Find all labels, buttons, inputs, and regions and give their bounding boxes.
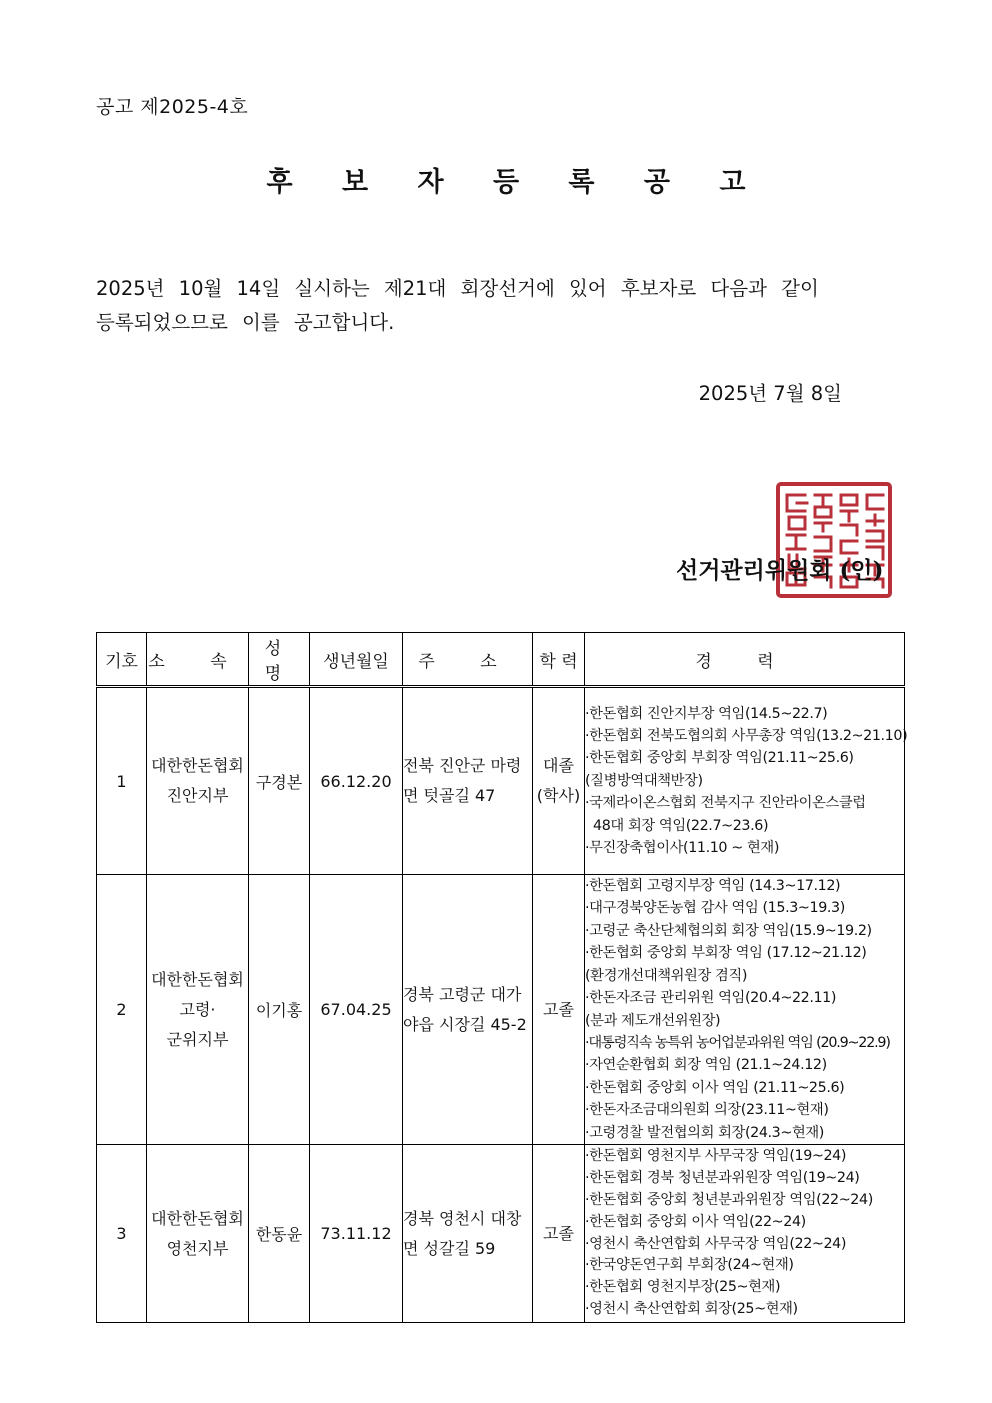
career-item: ·한돈협회 영천지부 사무국장 역임(19~24) [585,1148,847,1165]
candidate-number: 2 [97,875,147,1145]
education-line: 대졸 [543,756,574,775]
career-item: ·한돈협회 영천지부장(25~현재) [585,1279,781,1296]
candidate-career [585,687,908,875]
career-item: ·한돈협회 중앙회 이사 역임(22~24) [585,1213,806,1230]
career-item: ·한돈협회 중앙회 부회장 역임 (17.12~21.12) [585,945,867,962]
candidate-education [533,1145,585,1323]
career-item: ·한돈협회 고령지부장 역임 (14.3~17.12) [585,878,841,895]
career-item: ·한돈협회 중앙회 부회장 역임(21.11~25.6) [585,750,854,767]
candidate-birth: 67.04.25 [310,875,403,1145]
candidate-table [96,632,908,1323]
career-item: ·한돈자조금 관리위원 역임(20.4~22.11) [585,990,837,1007]
header-education: 학 력 [533,633,585,687]
affiliation-line: 영천지부 [166,1238,229,1258]
header-address: 주 소 [403,633,533,687]
body-line: 2025년 10월 14일 실시하는 제21대 회장선거에 있어 후보자로 다음과 같이 [96,277,819,300]
affiliation-line: 진안지부 [166,786,229,805]
header-no: 기호 [97,633,147,687]
header-affiliation: 소 속 [147,633,249,687]
affiliation-line: 고령· [179,999,216,1019]
candidate-affiliation [147,1145,249,1323]
candidate-address: 전북 진안군 마령면 텃골길 47 [403,687,533,875]
candidate-address: 경북 고령군 대가야읍 시장길 45-2 [403,875,533,1145]
candidate-number: 1 [97,687,147,875]
career-item: ·한돈자조금대의원회 의장(23.11~현재) [585,1102,829,1119]
candidate-birth: 66.12.20 [310,687,403,875]
page-title: 후 보 자 등 록 공 고 [266,167,766,198]
table-row [97,687,905,875]
affiliation-line: 대한한돈협회 [151,756,244,775]
career-item: ·한돈협회 진안지부장 역임(14.5~22.7) [585,705,828,722]
candidate-number: 3 [97,1145,147,1323]
candidate-birth: 73.11.12 [310,1145,403,1323]
affiliation-line: 군위지부 [166,1029,229,1049]
career-item: (분과 제도개선위원장) [585,1012,721,1029]
candidate-name: 구경본 [249,687,310,875]
career-item: ·한국양돈연구회 부회장(24~현재) [585,1257,794,1274]
candidate-name: 이기홍 [249,875,310,1145]
table-row [97,875,905,1145]
announcement-date: 2025년 7월 8일 [698,382,842,405]
table-row [97,1145,905,1323]
issuer-name: 선거관리위원회 (인) [676,557,884,584]
career-item: ·고령경찰 발전협의회 회장(24.3~현재) [585,1124,824,1141]
career-item: ·대통령직속 농특위 농어업분과위원 역임 (20.9~22.9) [585,1034,890,1051]
career-item: ·고령군 축산단체협의회 회장 역임(15.9~19.2) [585,922,872,939]
education-line: 고졸 [543,999,574,1019]
career-item: ·국제라이온스협회 전북지구 진안라이온스클럽 [585,795,866,812]
candidate-affiliation [147,687,249,875]
career-item: (환경개선대책위원장 겸직) [585,967,748,984]
career-item: ·한돈협회 중앙회 청년분과위원장 역임(22~24) [585,1191,873,1208]
candidate-education [533,687,585,875]
career-item: ·한돈협회 전북도협의회 사무총장 역임(13.2~21.10) [585,727,908,744]
header-birth: 생년월일 [310,633,403,687]
candidate-career [585,1145,905,1323]
education-line: (학사) [536,786,581,805]
candidate-name: 한동윤 [249,1145,310,1323]
body-line: 등록되었으므로 이를 공고합니다. [96,311,395,334]
career-item: ·자연순환협회 회장 역임 (21.1~24.12) [585,1057,827,1074]
affiliation-line: 대한한돈협회 [151,969,244,989]
affiliation-line: 대한한돈협회 [151,1208,244,1228]
career-item: ·한돈협회 중앙회 이사 역임 (21.11~25.6) [585,1079,845,1096]
career-item: ·한돈협회 경북 청년분과위원장 역임(19~24) [585,1170,860,1187]
candidate-education [533,875,585,1145]
candidate-affiliation [147,875,249,1145]
career-item: ·대구경북양돈농협 감사 역임 (15.3~19.3) [585,900,845,917]
career-item: ·무진장축협이사(11.10 ~ 현재) [585,840,779,857]
education-line: 고졸 [543,1223,574,1243]
candidate-career [585,875,905,1145]
career-item: ·영천시 축산연합회 사무국장 역임(22~24) [585,1235,847,1252]
career-item: ·영천시 축산연합회 회장(25~현재) [585,1300,798,1317]
header-name: 성 명 [249,633,310,687]
announcement-body [96,272,896,340]
career-item: (질병방역대책반장) [585,772,703,789]
candidate-address: 경북 영천시 대창면 성갈길 59 [403,1145,533,1323]
table-header-row [97,633,905,687]
career-item: 48대 회장 역임(22.7~23.6) [593,817,769,834]
notice-number: 공고 제2025-4호 [96,96,249,118]
header-career: 경 력 [585,633,905,687]
